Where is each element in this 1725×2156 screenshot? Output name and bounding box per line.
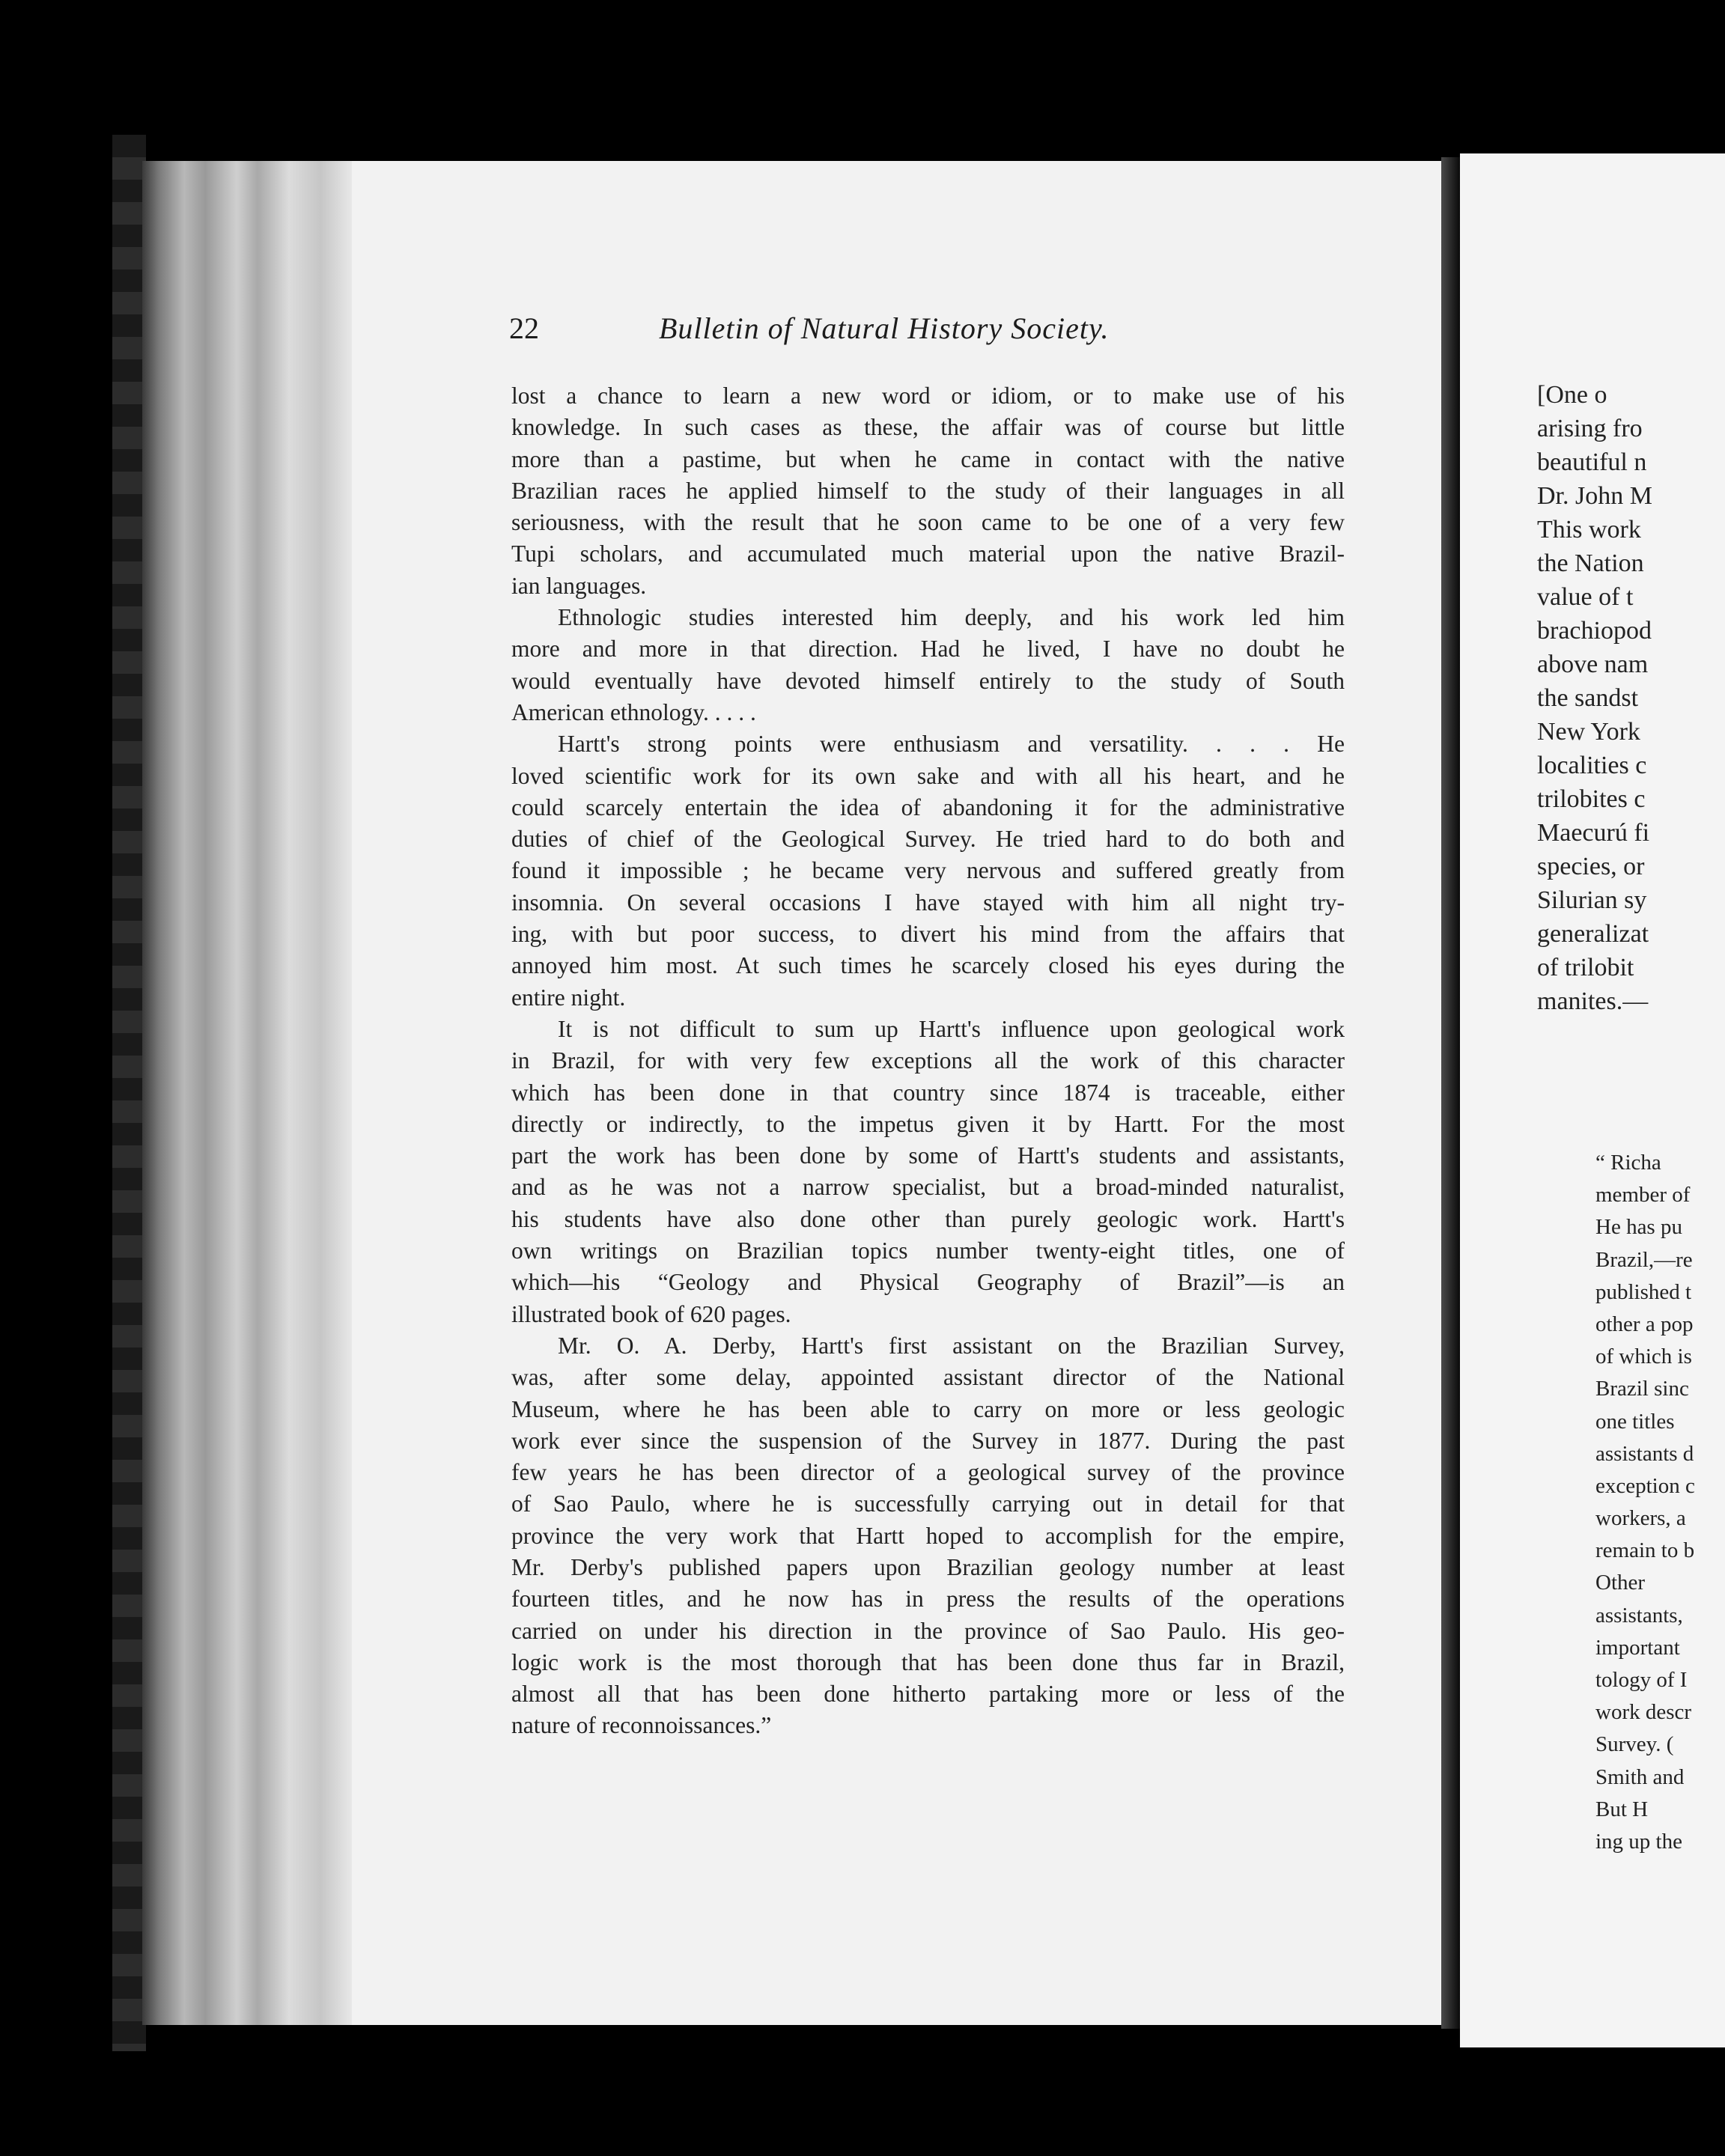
right-page-line: of trilobit xyxy=(1537,954,1634,981)
right-page-small-line: assistants d xyxy=(1595,1441,1694,1466)
text-line: ian languages. xyxy=(511,572,647,599)
text-line: in Brazil, for with very few exceptions all the work of this character xyxy=(511,1047,1345,1074)
right-page-line: localities c xyxy=(1537,752,1647,779)
right-page-small-line: “ Richa xyxy=(1595,1151,1661,1175)
text-line: directly or indirectly, to the impetus given it by Hartt. For the most xyxy=(511,1110,1345,1137)
right-page-line: beautiful n xyxy=(1537,448,1647,476)
text-line: logic work is the most thorough that has been done thus far in Brazil, xyxy=(511,1648,1345,1675)
text-line: found it impossible ; he became very nervous and suffered greatly from xyxy=(511,857,1345,884)
text-line: few years he has been director of a geological survey of the province xyxy=(511,1459,1345,1486)
text-line: duties of chief of the Geological Survey. He tried hard to do both and xyxy=(511,826,1345,853)
right-page-line: the sandst xyxy=(1537,684,1639,712)
text-line: Museum, where he has been able to carry on more or less geologic xyxy=(511,1395,1345,1422)
text-line: Brazilian races he applied himself to the study of their languages in all xyxy=(511,477,1345,504)
right-page-line: generalizat xyxy=(1537,920,1649,948)
right-page-small-line: exception c xyxy=(1595,1473,1695,1498)
text-line: Ethnologic studies interested him deeply, and his work led him xyxy=(558,604,1345,631)
right-page-line: Dr. John M xyxy=(1537,482,1652,510)
text-line: of Sao Paulo, where he is successfully carrying out in detail for that xyxy=(511,1490,1345,1517)
right-page-small-line: other a pop xyxy=(1595,1312,1694,1336)
right-page-line: arising fro xyxy=(1537,415,1643,442)
text-line: nature of reconnoissances.” xyxy=(511,1712,772,1739)
right-page-line: species, or xyxy=(1537,853,1645,880)
text-line: almost all that has been done hitherto partaking more or less of the xyxy=(511,1681,1345,1708)
right-page-text xyxy=(1537,378,1725,1018)
right-page-small-line: Brazil sinc xyxy=(1595,1377,1689,1401)
text-line: more than a pastime, but when he came in contact with the native xyxy=(511,445,1345,472)
right-page-line: This work xyxy=(1537,516,1641,543)
text-line: insomnia. On several occasions I have stayed with him all night try- xyxy=(511,889,1345,916)
text-line: American ethnology. . . . . xyxy=(511,698,756,725)
right-page-small-line: Other xyxy=(1595,1571,1646,1595)
right-page-small-line: Survey. ( xyxy=(1595,1732,1674,1757)
text-line: Hartt's strong points were enthusiasm and versatility. . . . He xyxy=(558,731,1345,758)
text-line: fourteen titles, and he now has in press the results of the operations xyxy=(511,1586,1345,1613)
right-page-line: [One o xyxy=(1537,381,1607,409)
page-header xyxy=(509,311,1333,356)
right-page-line: Silurian sy xyxy=(1537,886,1647,914)
right-page-small-line: But H xyxy=(1595,1797,1649,1821)
body-text xyxy=(511,380,1345,1742)
text-line: knowledge. In such cases as these, the affair was of course but little xyxy=(511,414,1345,441)
right-page-small-line: published t xyxy=(1595,1279,1692,1304)
text-line: work ever since the suspension of the Survey in 1877. During the past xyxy=(511,1427,1345,1454)
right-page-small-line: ing up the xyxy=(1595,1829,1682,1854)
right-page-small-line: Brazil,—re xyxy=(1595,1247,1693,1272)
text-line: ing, with but poor success, to divert his mind from the affairs that xyxy=(511,921,1345,948)
text-line: could scarcely entertain the idea of abandoning it for the administrative xyxy=(511,794,1345,820)
right-page-small-line: important xyxy=(1595,1635,1680,1660)
right-page-small-text xyxy=(1595,1147,1725,1858)
text-line: annoyed him most. At such times he scarcely closed his eyes during the xyxy=(511,952,1345,979)
text-line: more and more in that direction. Had he lived, I have no doubt he xyxy=(511,636,1345,663)
page-number: 22 xyxy=(509,311,539,345)
right-page-small-line: of which is xyxy=(1595,1345,1692,1369)
page-edges xyxy=(142,161,352,2025)
text-line: part the work has been done by some of Hartt's students and assistants, xyxy=(511,1142,1345,1169)
book-gutter xyxy=(1441,157,1460,2029)
text-line: entire night. xyxy=(511,984,626,1011)
text-line: his students have also done other than purely geologic work. Hartt's xyxy=(511,1205,1345,1232)
text-line: would eventually have devoted himself entirely to the study of South xyxy=(511,667,1345,694)
right-page-small-line: He has pu xyxy=(1595,1215,1682,1240)
right-page-small-line: one titles xyxy=(1595,1409,1675,1434)
text-line: seriousness, with the result that he soon came to be one of a very few xyxy=(511,509,1345,536)
text-line: own writings on Brazilian topics number twenty-eight titles, one of xyxy=(511,1237,1345,1264)
text-line: was, after some delay, appointed assistant director of the National xyxy=(511,1364,1345,1391)
right-page-line: brachiopod xyxy=(1537,617,1652,645)
right-page-line: above nam xyxy=(1537,651,1649,678)
text-line: Mr. O. A. Derby, Hartt's first assistant on the Brazilian Survey, xyxy=(558,1332,1345,1359)
text-line: which has been done in that country since 1874 is traceable, either xyxy=(511,1079,1345,1106)
text-line: province the very work that Hartt hoped to accomplish for the empire, xyxy=(511,1522,1345,1549)
text-line: carried on under his direction in the province of Sao Paulo. His geo- xyxy=(511,1617,1345,1644)
text-line: Tupi scholars, and accumulated much material upon the native Brazil- xyxy=(511,540,1345,567)
right-page-small-line: workers, a xyxy=(1595,1506,1686,1531)
right-page-line: value of t xyxy=(1537,583,1634,611)
text-line: and as he was not a narrow specialist, but a broad-minded naturalist, xyxy=(511,1174,1345,1201)
right-page-small-line: tology of I xyxy=(1595,1668,1688,1692)
text-line: Mr. Derby's published papers upon Brazilian geology number at least xyxy=(511,1553,1345,1580)
right-page-line: New York xyxy=(1537,718,1640,746)
text-line: which—his “Geology and Physical Geography of Brazil”—is an xyxy=(511,1269,1345,1296)
right-page-line: manites.— xyxy=(1537,987,1649,1015)
right-page-small-line: assistants, xyxy=(1595,1603,1683,1627)
text-line: loved scientific work for its own sake and with all his heart, and he xyxy=(511,762,1345,789)
right-page-small-line: member of xyxy=(1595,1183,1691,1208)
text-line: lost a chance to learn a new word or idiom, or to make use of his xyxy=(511,383,1345,409)
right-page-small-line: Smith and xyxy=(1595,1764,1685,1789)
right-page-small-line: remain to b xyxy=(1595,1538,1695,1563)
right-page-small-line: work descr xyxy=(1595,1700,1692,1725)
right-page-line: the Nation xyxy=(1537,549,1644,577)
running-title: Bulletin of Natural History Society. xyxy=(659,311,1110,345)
right-page-line: trilobites c xyxy=(1537,785,1646,813)
text-line: It is not difficult to sum up Hartt's influence upon geological work xyxy=(558,1015,1345,1042)
text-line: illustrated book of 620 pages. xyxy=(511,1300,791,1327)
right-page-line: Maecurú fi xyxy=(1537,819,1650,847)
book-spine xyxy=(112,135,146,2051)
